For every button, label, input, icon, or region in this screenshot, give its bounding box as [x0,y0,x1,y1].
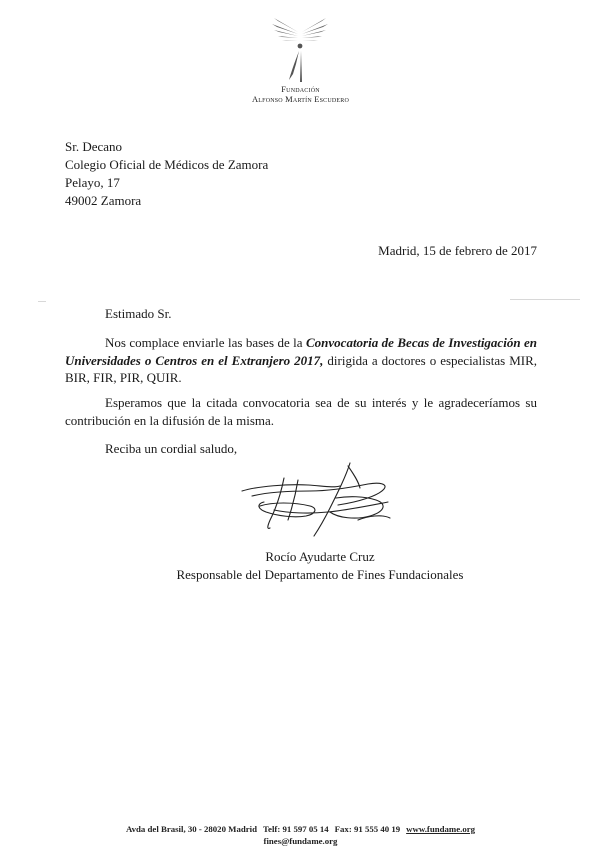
foundation-name-line1: Fundación [281,84,320,94]
footer-contact [0,824,601,834]
recipient-line: 49002 Zamora [65,193,142,208]
scan-mark [38,301,46,302]
recipient-line: Pelayo, 17 [65,175,120,190]
footer-website-link[interactable]: www.fundame.org [406,824,476,834]
body-paragraph-2: Esperamos que la citada convocatoria sea de su interés y le agradeceríamos su contribución en la difusión de la misma. [65,395,537,428]
salutation: Estimado Sr. [105,306,172,321]
footer-fax: Fax: 91 555 40 19 [334,824,401,834]
recipient-line: Sr. Decano [65,139,123,154]
footer-email[interactable]: fines@fundame.org [263,836,338,846]
body-paragraph-1 [65,334,537,387]
signer-title: Responsable del Departamento de Fines Fundacionales [176,567,464,582]
footer-phone: Telf: 91 597 05 14 [263,824,329,834]
handwritten-signature [238,458,398,543]
paragraph-text: Nos complace enviarle las bases de la [105,335,306,350]
foundation-logo [268,14,332,84]
paragraph-text: dirigida a doctores o especialistas MIR, BIR, FIR, PIR, QUIR. [65,352,537,385]
footer-address: Avda del Brasil, 30 - 28020 Madrid [125,824,257,834]
foundation-name-line2: Alfonso Martín Escudero [251,94,350,104]
letter-date: Madrid, 15 de febrero de 2017 [378,243,537,258]
scan-mark [510,299,580,300]
recipient-line: Colegio Oficial de Médicos de Zamora [65,157,269,172]
signer-name: Rocío Ayudarte Cruz [265,549,375,564]
recipient-address [65,138,268,210]
closing: Reciba un cordial saludo, [105,441,238,456]
call-title: Convocatoria de Becas de Investigación en Universidades o Centros en el Extranjero 2017, [65,335,537,368]
